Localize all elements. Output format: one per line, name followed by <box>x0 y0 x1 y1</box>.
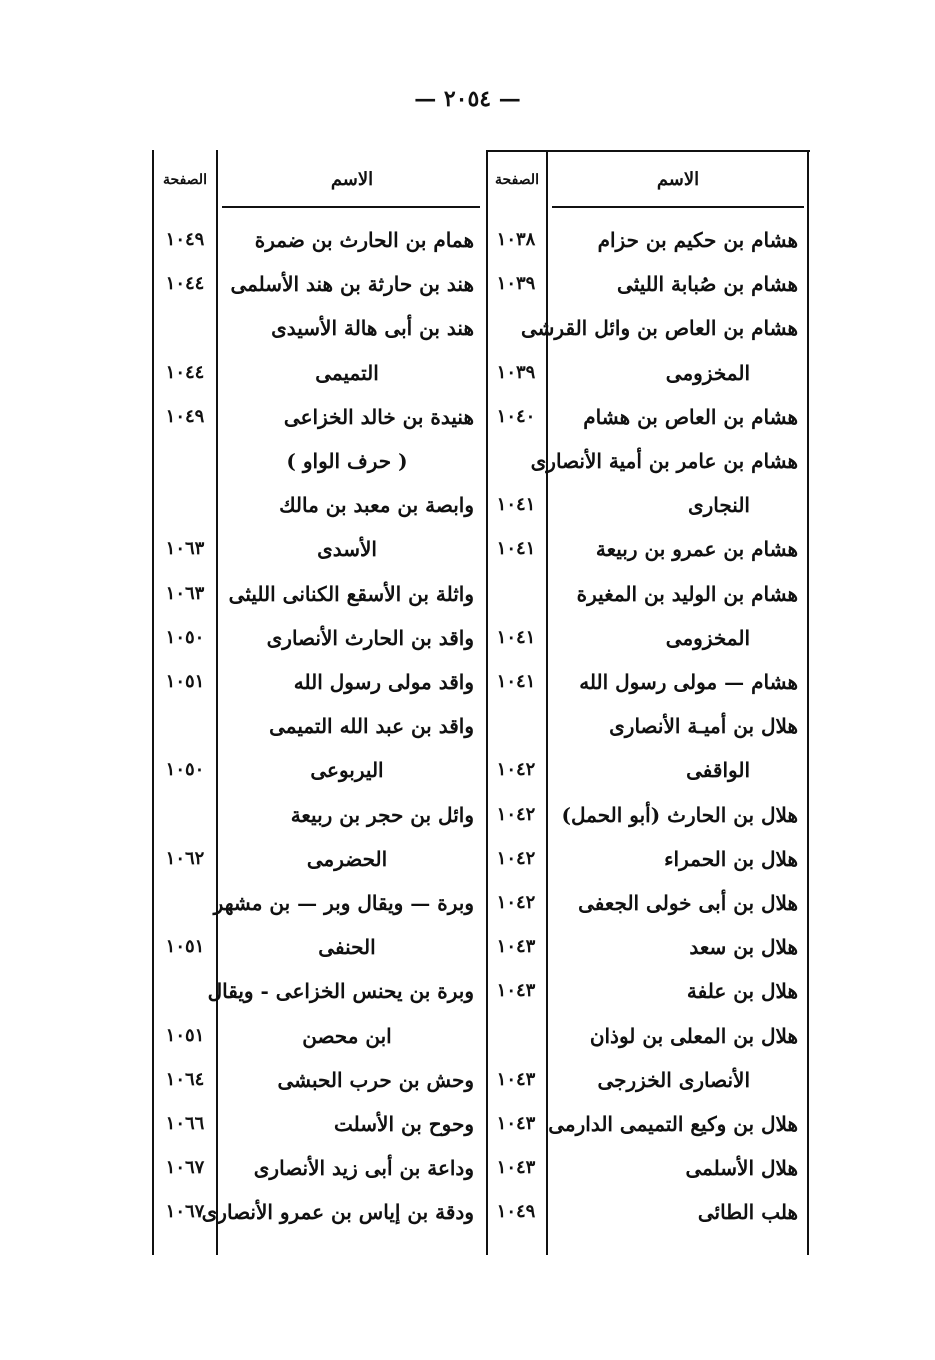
entry-page-left: ١٠٥٠ <box>165 626 205 648</box>
header-page-left: الصفحة <box>163 172 207 188</box>
table-row <box>152 218 812 262</box>
entry-name-left: واقد مولى رسول الله <box>293 670 474 694</box>
entry-page-left: ١٠٤٩ <box>165 229 205 250</box>
entry-name-right: هلال بن الحمراء <box>664 846 798 871</box>
entry-name-right: هلال بن أبى خولى الجعفى <box>578 891 798 915</box>
entry-name-right: هلال بن علفة <box>686 979 798 1004</box>
entry-name-right: هلال بن سعد <box>689 935 798 960</box>
entry-page-right: ١٠٤٣ <box>496 1157 536 1179</box>
table-row <box>152 351 812 395</box>
entry-page-left <box>156 306 214 350</box>
entry-page-right: ١٠٤١ <box>496 671 536 692</box>
entry-page-left <box>156 704 214 748</box>
entry-name-right: هلال بن أميـة الأنصارى <box>609 714 798 739</box>
table-rule-top <box>486 150 810 152</box>
entry-name-right: هشام بن الوليد بن المغيرة <box>576 581 798 606</box>
table-row <box>152 925 812 969</box>
entry-page-right: ١٠٤٣ <box>496 1068 536 1090</box>
header-underline-left <box>222 206 480 208</box>
entry-page-left: ١٠٥٠ <box>165 759 205 781</box>
page-number: — ٢٠٥٤ — <box>414 86 521 112</box>
entry-page-right: ١٠٤٢ <box>496 892 536 913</box>
entry-name-left: هنيدة بن خالد الخزاعى <box>283 404 474 429</box>
table-row <box>152 1190 812 1234</box>
entry-page-left: ١٠٥١ <box>165 671 205 692</box>
entry-page-left: ١٠٥١ <box>165 1024 205 1046</box>
entry-page-left <box>156 439 214 483</box>
table-row <box>152 616 812 660</box>
header-name-right: الاسم <box>656 169 700 190</box>
entry-name-left: الأسدى <box>317 537 377 562</box>
entry-page-left: ١٠٤٩ <box>165 405 205 427</box>
entry-name-right: هشام بن العاص بن وائل القرشى <box>521 316 798 341</box>
entry-name-right: هلال بن الحارث (أبو الحمل) <box>561 802 798 827</box>
entry-page-left: ١٠٤٤ <box>165 273 205 295</box>
entry-page-right: ١٠٤٩ <box>496 1201 536 1223</box>
table-row <box>152 527 812 571</box>
entry-page-right <box>490 704 542 748</box>
entry-name-right: النجارى <box>687 493 750 518</box>
entry-page-right: ١٠٤١ <box>496 494 536 516</box>
table-row <box>152 1058 812 1102</box>
table-row <box>152 1014 812 1058</box>
entry-page-right <box>490 1014 542 1058</box>
entry-page-left: ١٠٦٣ <box>165 582 205 604</box>
header-page-right: الصفحة <box>495 172 539 188</box>
entry-page-right: ١٠٤٢ <box>496 803 536 825</box>
entry-page-left <box>156 483 214 527</box>
entry-page-left: ١٠٦٤ <box>165 1068 205 1090</box>
entry-name-left: اليربوعى <box>310 758 384 783</box>
entry-name-right: الواقفى <box>686 758 750 783</box>
entry-name-left: ( حرف الواو ) <box>286 449 408 473</box>
entry-name-left: واقد بن الحارث الأنصارى <box>266 625 474 650</box>
entry-page-right <box>490 572 542 616</box>
entry-page-right: ١٠٤١ <box>496 626 536 648</box>
entry-name-left: ابن محصن <box>302 1023 392 1048</box>
entry-name-left: التميمى <box>315 360 379 385</box>
table-row <box>152 483 812 527</box>
entry-page-right: ١٠٤٣ <box>496 936 536 958</box>
entry-name-left: وائل بن حجر بن ربيعة <box>290 802 474 827</box>
entry-name-right: المخزومى <box>665 360 750 385</box>
table-row <box>152 306 812 350</box>
entry-page-left: ١٠٦٧ <box>165 1201 205 1223</box>
entry-name-right: هشام — مولى رسول الله <box>579 670 798 694</box>
entry-page-left: ١٠٦٢ <box>165 847 205 869</box>
entry-name-right: هشام بن عامر بن أمية الأنصارى <box>530 449 798 473</box>
entry-name-right: هلب الطائى <box>697 1200 798 1225</box>
entry-name-right: هشام بن العاص بن هشام <box>583 404 798 429</box>
entry-name-right: هلال بن المعلى بن لوذان <box>589 1023 798 1048</box>
entry-name-right: الأنصارى الخزرجى <box>597 1067 750 1092</box>
entry-name-left: وبرة بن يحنس الخزاعى - ويقال <box>207 979 474 1004</box>
index-table <box>152 150 812 1255</box>
entry-page-right: ١٠٤٢ <box>496 847 536 869</box>
table-row <box>152 748 812 792</box>
entry-name-left: وبرة — ويقال وبر — بن مشهر <box>213 891 474 915</box>
entry-name-right: المخزومى <box>665 625 750 650</box>
entry-page-left <box>156 881 214 925</box>
entry-page-right: ١٠٤٣ <box>496 1113 536 1134</box>
entry-page-left: ١٠٤٤ <box>165 361 205 383</box>
entry-page-right: ١٠٣٨ <box>496 229 536 250</box>
entry-name-left: الحضرمى <box>306 846 388 871</box>
table-row <box>152 572 812 616</box>
entry-name-left: واقد بن عبد الله التميمى <box>269 714 474 739</box>
header-underline-right <box>552 206 804 208</box>
entry-name-left: وحوح بن الأسلت <box>334 1112 474 1136</box>
table-row <box>152 439 812 483</box>
table-row <box>152 969 812 1013</box>
entry-name-right: هلال بن وكيع التميمى الدارمى <box>548 1112 798 1136</box>
entry-name-left: همام بن الحارث بن ضمرة <box>254 228 474 252</box>
table-row <box>152 1102 812 1146</box>
entry-name-left: وحش بن حرب الحبشى <box>277 1067 474 1092</box>
entry-name-left: وداعة بن أبى زيد الأنصارى <box>253 1156 474 1181</box>
table-row <box>152 837 812 881</box>
entry-page-right <box>490 439 542 483</box>
entry-page-right: ١٠٤١ <box>496 538 536 560</box>
entry-page-right <box>490 306 542 350</box>
table-row <box>152 793 812 837</box>
entry-name-left: وابصة بن معبد بن مالك <box>279 493 474 518</box>
entry-name-right: هشام بن عمرو بن ربيعة <box>595 537 798 562</box>
table-row <box>152 704 812 748</box>
entry-page-left: ١٠٥١ <box>165 936 205 958</box>
entry-page-right: ١٠٤٢ <box>496 759 536 781</box>
entry-page-right: ١٠٤٠ <box>496 405 536 427</box>
entry-page-right: ١٠٣٩ <box>496 273 536 295</box>
entry-name-right: هشام بن حكيم بن حزام <box>597 228 798 252</box>
table-row <box>152 395 812 439</box>
entry-name-left: ودقة بن إياس بن عمرو الأنصارى <box>201 1200 474 1225</box>
entry-page-left: ١٠٦٣ <box>165 538 205 560</box>
header-name-left: الاسم <box>330 169 374 190</box>
entry-page-left: ١٠٦٦ <box>165 1113 205 1134</box>
entry-page-left <box>156 969 214 1013</box>
entry-name-left: هند بن حارثة بن هند الأسلمى <box>230 272 474 297</box>
table-row <box>152 881 812 925</box>
entry-page-left: ١٠٦٧ <box>165 1157 205 1179</box>
entry-name-left: واثلة بن الأسقع الكنانى الليثى <box>228 581 474 606</box>
entry-name-right: هلال الأسلمى <box>685 1156 798 1181</box>
table-row <box>152 660 812 704</box>
entry-name-left: الحنفى <box>318 935 376 960</box>
entry-name-left: هند بن أبى هالة الأسيدى <box>271 316 474 341</box>
entry-page-right: ١٠٤٣ <box>496 980 536 1002</box>
table-row <box>152 1146 812 1190</box>
entry-name-right: هشام بن صُبابة الليثى <box>617 272 798 297</box>
entry-page-left <box>156 793 214 837</box>
entry-page-right: ١٠٣٩ <box>496 361 536 383</box>
table-row <box>152 262 812 306</box>
